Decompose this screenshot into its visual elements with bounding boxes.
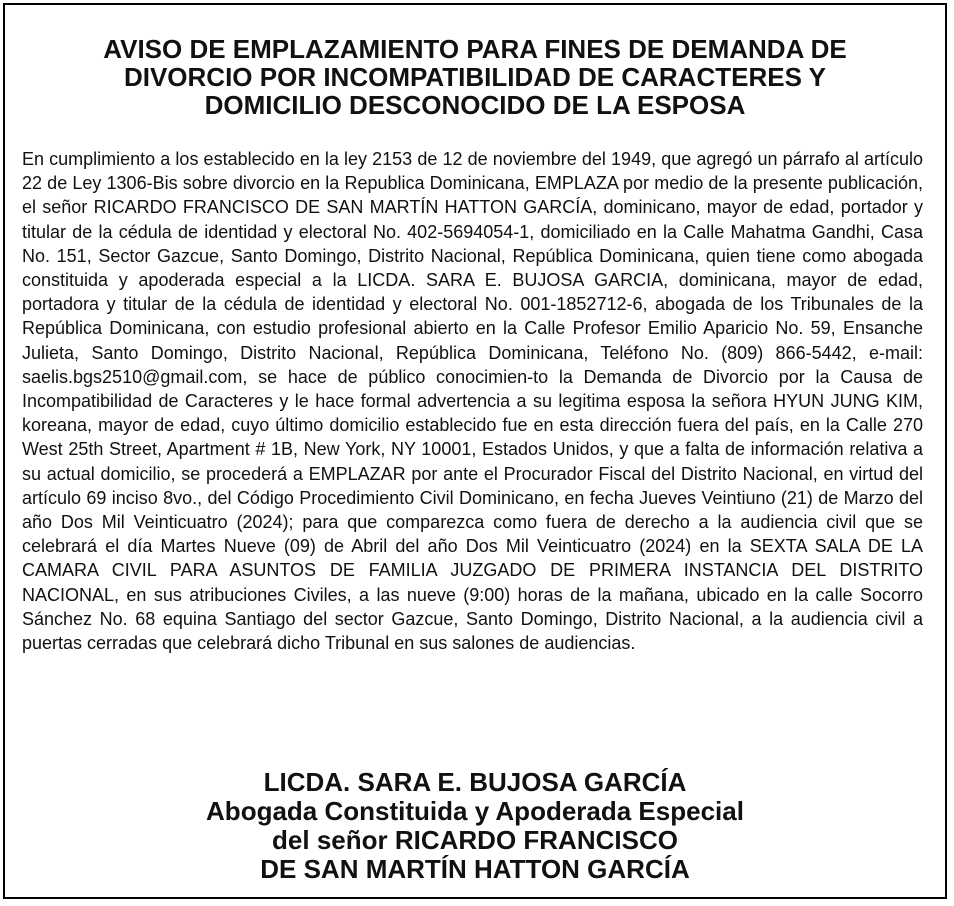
notice-title-line: AVISO DE EMPLAZAMIENTO PARA FINES DE DEMANDA DE: [103, 34, 847, 64]
notice-body: En cumplimiento a los establecido en la ley 2153 de 12 de noviembre del 1949, que agregó un párrafo al artículo 22 de Ley 1306-Bis sobre divorcio en la Republica Dominicana, EMPLAZA por medio de la presente publicación, el señor RICARDO FRANCISCO DE SAN MARTÍN HATTON GARCÍA, dominicano, mayor de edad, portador y titular de la cédula de identidad y electoral No. 402-5694054-1, domiciliado en la Calle Mahatma Gandhi, Casa No. 151, Sector Gazcue, Santo Domingo, Distrito Nacional, República Dominicana, quien tiene como abogada constituida y apoderada especial a la LICDA. SARA E. BUJOSA GARCIA, dominicana, mayor de edad, portadora y titular de la cédula de identidad y electoral No. 001-1852712-6, abogada de los Tribunales de la República Dominicana, con estudio profesional abierto en la Calle Profesor Emilio Aparicio No. 59, Ensanche Julieta, Santo Domingo, Distrito Nacional, República Dominicana, Teléfono No. (809) 866-5442, e-mail: saelis.bgs2510@gmail.com, se hace de público conocimien-to la Demanda de Divorcio por la Causa de Incompatibilidad de Caracteres y le hace formal advertencia a su legitima esposa la señora HYUN JUNG KIM, koreana, mayor de edad, cuyo último domicilio establecido fue en esta dirección fuera del país, en la Calle 270 West 25th Street, Apartment # 1B, New York, NY 10001, Estados Unidos, y que a falta de información relativa a su actual domicilio, se procederá a EMPLAZAR por ante el Procurador Fiscal del Distrito Nacional, en virtud del artículo 69 inciso 8vo., del Código Procedimiento Civil Dominicano, en fecha Jueves Veintiuno (21) de Marzo del año Dos Mil Veinticuatro (2024); para que comparezca como fuera de derecho a la audiencia civil que se celebrará el día Martes Nueve (09) de Abril del año Dos Mil Veinticuatro (2024) en la SEXTA SALA DE LA CAMARA CIVIL PARA ASUNTOS DE FAMILIA JUZGADO DE PRIMERA INSTANCIA DEL DISTRITO NACIONAL, en sus atribuciones Civiles, a las nueve (9:00) horas de la mañana, ubicado en la calle Socorro Sánchez No. 68 equina Santiago del sector Gazcue, Santo Domingo, Distrito Nacional, a la audiencia civil a puertas cerradas que celebrará dicho Tribunal en sus salones de audiencias.: [22, 149, 923, 654]
signature-role: Abogada Constituida y Apoderada Especial: [206, 796, 744, 826]
signature-client-line: DE SAN MARTÍN HATTON GARCÍA: [260, 854, 690, 884]
legal-notice: [3, 3, 947, 899]
notice-title-line: DOMICILIO DESCONOCIDO DE LA ESPOSA: [204, 90, 746, 120]
notice-title-line: DIVORCIO POR INCOMPATIBILIDAD DE CARACTERES Y: [123, 62, 827, 92]
signature-client-line: del señor RICARDO FRANCISCO: [272, 825, 678, 855]
notice-title: [25, 35, 925, 119]
signature-name: LICDA. SARA E. BUJOSA GARCÍA: [263, 767, 687, 797]
signature-block: [25, 768, 925, 884]
